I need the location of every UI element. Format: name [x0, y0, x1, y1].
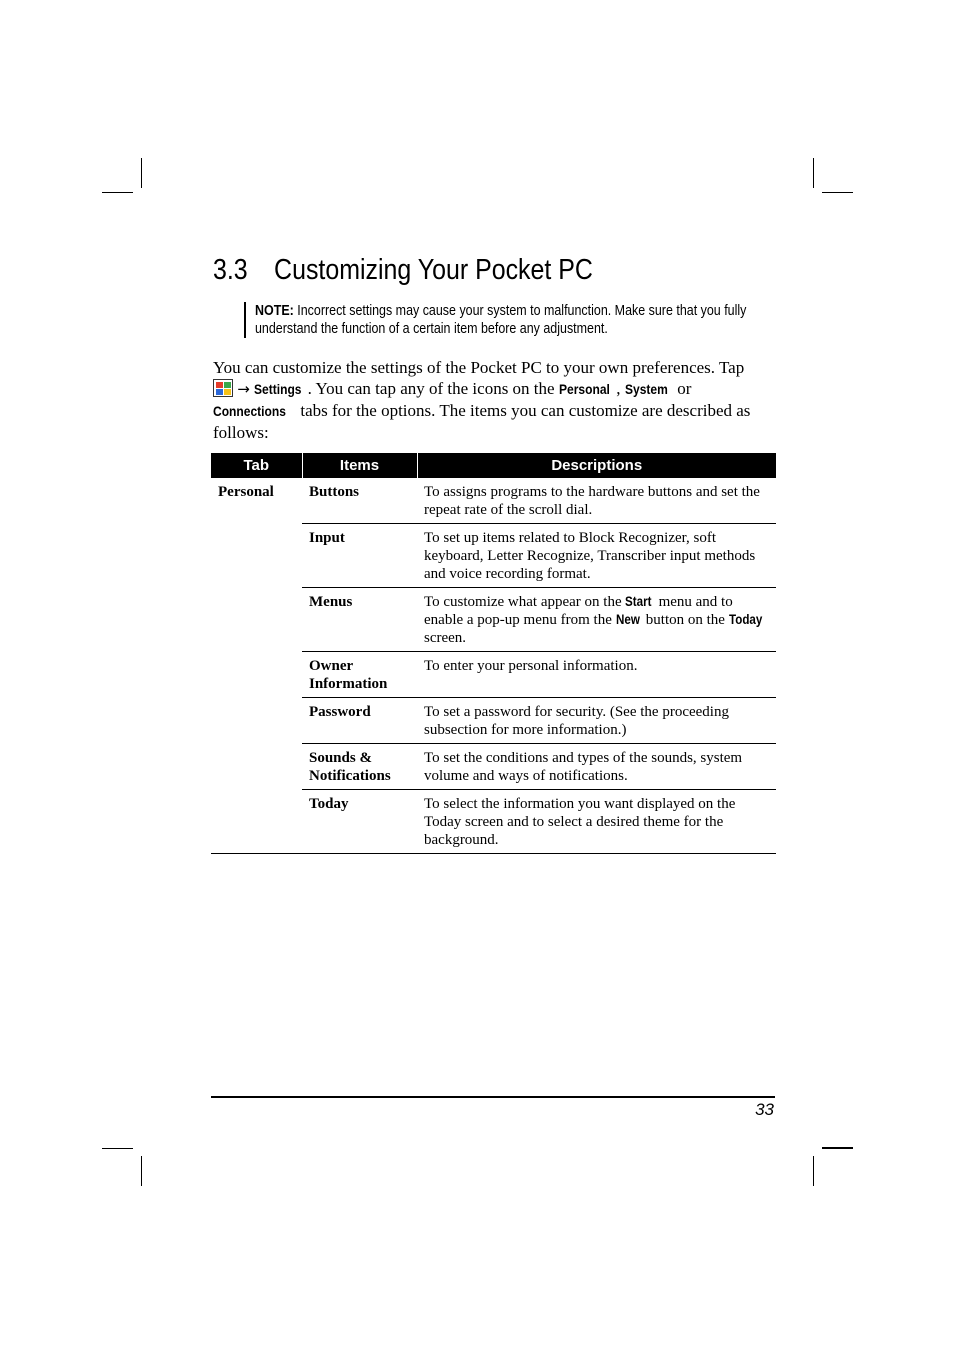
connections-tab-label: Connections [213, 403, 286, 419]
crop-mark [102, 1148, 133, 1149]
intro-text: . You can tap any of the icons on the [307, 379, 555, 398]
arrow-right-icon: → [237, 380, 250, 398]
section-title [213, 254, 593, 287]
new-label: New [615, 612, 640, 627]
settings-table [211, 453, 776, 854]
start-label: Start [625, 594, 652, 609]
note-box [244, 302, 795, 338]
desc-text: screen. [424, 630, 467, 646]
item-cell: Menus [302, 588, 417, 652]
item-cell [302, 744, 417, 790]
desc-text: button on the [645, 612, 725, 628]
desc-text: To customize what appear on the [424, 594, 622, 610]
windows-start-icon [213, 379, 233, 397]
today-label: Today [728, 612, 763, 627]
personal-tab-label: Personal [558, 381, 610, 397]
desc-text: menu and to enable a pop-up menu from the [424, 594, 733, 628]
section-heading-text: Customizing Your Pocket PC [274, 254, 593, 286]
crop-mark [102, 192, 133, 193]
item-cell [302, 652, 417, 698]
crop-mark [822, 192, 853, 193]
intro-text: , [616, 379, 621, 398]
header-tab: Tab [211, 453, 302, 478]
item-cell: Input [302, 524, 417, 588]
desc-cell: To select the information you want displayed on the Today screen and to select a desired theme for the background. [417, 790, 776, 854]
item-cell: Today [302, 790, 417, 854]
table-header-row [211, 453, 776, 478]
intro-paragraph [213, 357, 778, 443]
header-items: Items [302, 453, 417, 478]
system-tab-label: System [624, 381, 668, 397]
crop-mark [822, 1147, 853, 1149]
table-row [211, 478, 776, 524]
item-line: Notifications [309, 768, 391, 784]
page-number: 33 [755, 1100, 774, 1119]
desc-cell: To assigns programs to the hardware buttons and set the repeat rate of the scroll dial. [417, 478, 776, 524]
crop-mark [813, 158, 814, 188]
crop-mark [141, 1156, 142, 1186]
desc-cell: To set the conditions and types of the sounds, system volume and ways of notifications. [417, 744, 776, 790]
note-text: Incorrect settings may cause your system to malfunction. Make sure that you fully understand the function of a certain item before any adjustment. [255, 303, 747, 337]
intro-text: tabs for the options. The items you can customize are described as follows: [213, 401, 751, 442]
item-line: Information [309, 676, 388, 692]
desc-cell: To set up items related to Block Recognizer, soft keyboard, Letter Recognize, Transcriber input methods and voice recording format. [417, 524, 776, 588]
item-line: Owner [309, 658, 354, 674]
section-number: 3.3 [213, 254, 248, 286]
desc-cell [417, 588, 776, 652]
footer-rule [211, 1096, 775, 1098]
desc-cell: To enter your personal information. [417, 652, 776, 698]
item-cell: Password [302, 698, 417, 744]
tab-cell: Personal [211, 478, 302, 854]
crop-mark [813, 1156, 814, 1186]
crop-mark [141, 158, 142, 188]
desc-cell: To set a password for security. (See the proceeding subsection for more information.) [417, 698, 776, 744]
item-line: Sounds & [309, 750, 372, 766]
settings-label: Settings [254, 381, 302, 397]
item-cell: Buttons [302, 478, 417, 524]
note-label: NOTE: [255, 303, 294, 319]
intro-text: You can customize the settings of the Pocket PC to your own preferences. Tap [213, 358, 745, 377]
intro-text: or [677, 379, 692, 398]
header-descriptions: Descriptions [417, 453, 776, 478]
